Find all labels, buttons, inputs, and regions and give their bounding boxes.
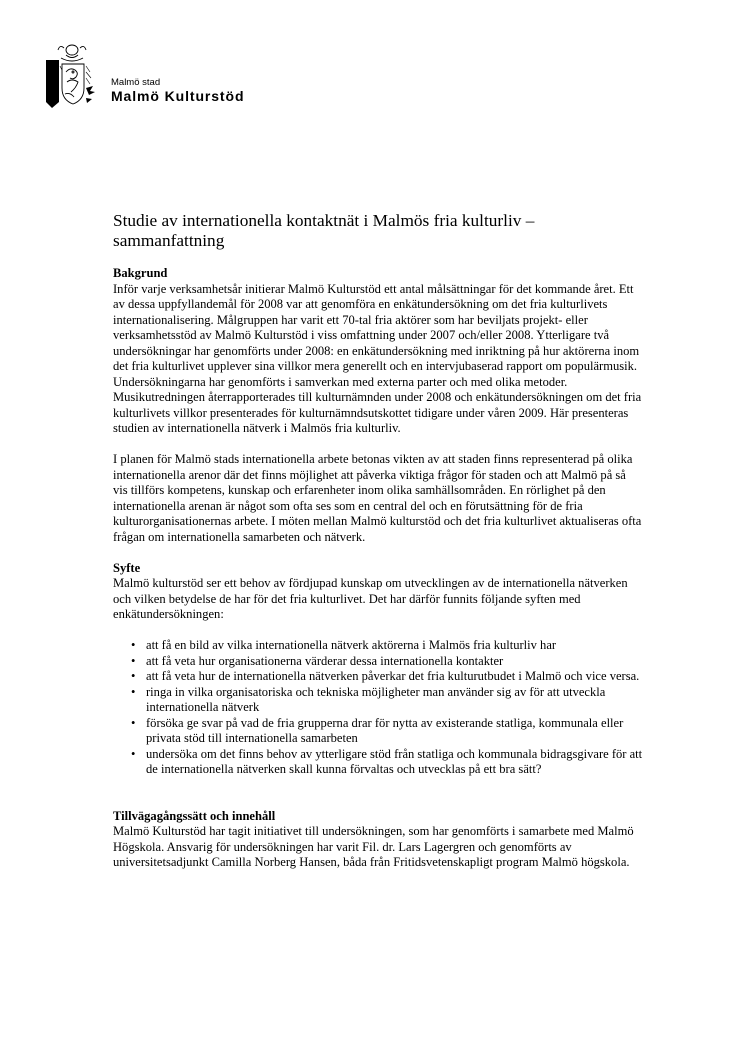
org-title: Malmö Kulturstöd [111, 88, 245, 104]
list-item-text: undersöka om det finns behov av ytterligare stöd från statliga och kommunala bidragsgivare för att de internationella nätverken skall kunna förvaltas och utvecklas på ett bra sätt? [146, 746, 643, 776]
bullet-icon: • [131, 746, 136, 761]
list-item [113, 747, 643, 778]
list-item-text: försöka ge svar på vad de fria grupperna drar för nytta av existerande statliga, kommunala eller privata stöd till internationella samarbeten [146, 715, 624, 745]
list-item [113, 716, 643, 747]
list-item-text: att få en bild av vilka internationella nätverk aktörerna i Malmös fria kulturliv har [146, 638, 557, 652]
malmo-griffin-coat-of-arms-icon [46, 42, 102, 108]
document-title: Studie av internationella kontaktnät i Malmös fria kulturliv – sammanfattning [113, 211, 535, 250]
org-small-label: Malmö stad [111, 77, 161, 88]
section-heading-syfte: Syfte [113, 560, 141, 575]
list-item [113, 638, 643, 654]
list-item-text: att få veta hur organisationerna värderar dessa internationella kontakter [146, 653, 504, 668]
paragraph-syfte-1: Malmö kulturstöd ser ett behov av fördjupad kunskap om utvecklingen av de internationella nätverken och vilken betydelse de har för det fria kulturlivet. Det har därför funnits följande syften med enkätundersökningen: [113, 576, 628, 621]
list-item-text: ringa in vilka organisatoriska och tekniska möjligheter man använder sig av för att utveckla internationella nätverk [146, 684, 606, 714]
document-body [113, 266, 643, 871]
list-item [113, 669, 643, 685]
paragraph-tillvagagangssatt-1: Malmö Kulturstöd har tagit initiativet till undersökningen, som har genomförts i samarbete med Malmö Högskola. Ansvarig för undersökningen har varit Fil. dr. Lars Lagergren och genomförts av universitetsadjunkt Camilla Norberg Hansen, båda från Fritidsvetenskapligt program Malmö högskola. [113, 824, 634, 869]
list-item-text: att få veta hur de internationella nätverken påverkar det fria kulturutbudet i Malmö och vice versa. [146, 669, 640, 683]
bullet-icon: • [131, 638, 136, 652]
list-item [113, 685, 643, 716]
bullet-icon: • [131, 669, 136, 683]
bullet-icon: • [131, 715, 136, 730]
paragraph-bakgrund-2: I planen för Malmö stads internationella arbete betonas vikten av att staden finns representerad på olika internationella arenor där det finns möjlighet att påverka viktiga frågor för staden och att Malmö på så vis tillförs kompetens, kunskap och erfarenheter inom olika samhällsområden. En rörlighet på den internationella arenan är något som ofta ses som en central del och en förutsättning för de fria kulturorganisationernas arbete. I möten mellan Malmö kulturstöd och det fria kulturlivet aktualiseras ofta frågan om internationella samarbeten och nätverk. [113, 452, 642, 544]
syfte-bullet-list [113, 638, 643, 778]
section-heading-tillvagagangssatt: Tillvägagångssätt och innehåll [113, 808, 276, 823]
paragraph-bakgrund-1: Inför varje verksamhetsår initierar Malmö Kulturstöd ett antal målsättningar för det kommande året. Ett av dessa uppfyllandemål för 2008 var att genomföra en enkätundersökning om det fria kulturlivets internationalisering. Målgruppen har varit ett 70-tal fria aktörer som har beviljats projekt- eller verksamhetsstöd av Malmö Kulturstöd i viss omfattning under 2007 och/eller 2008. Ytterligare två undersökningar har genomförts under 2008: en enkätundersökning med inriktning på hur aktörerna inom det fria kulturlivet upplever sina villkor mera generellt och en intervjubaserad rapport om populärmusik. Undersökningarna har genomförts i samverkan med externa parter och med olika metoder. Musikutredningen återrapporterades till kulturnämnden under 2008 och enkätundersökningen om det fria kulturlivets villkor presenterades för kulturnämndsutskottet tidigare under våren 2009. Här presenteras studien av internationella nätverk i Malmös fria kulturliv. [113, 281, 642, 435]
list-item [113, 654, 643, 670]
bullet-icon: • [131, 653, 136, 668]
section-heading-bakgrund: Bakgrund [113, 266, 168, 280]
bullet-icon: • [131, 684, 136, 699]
